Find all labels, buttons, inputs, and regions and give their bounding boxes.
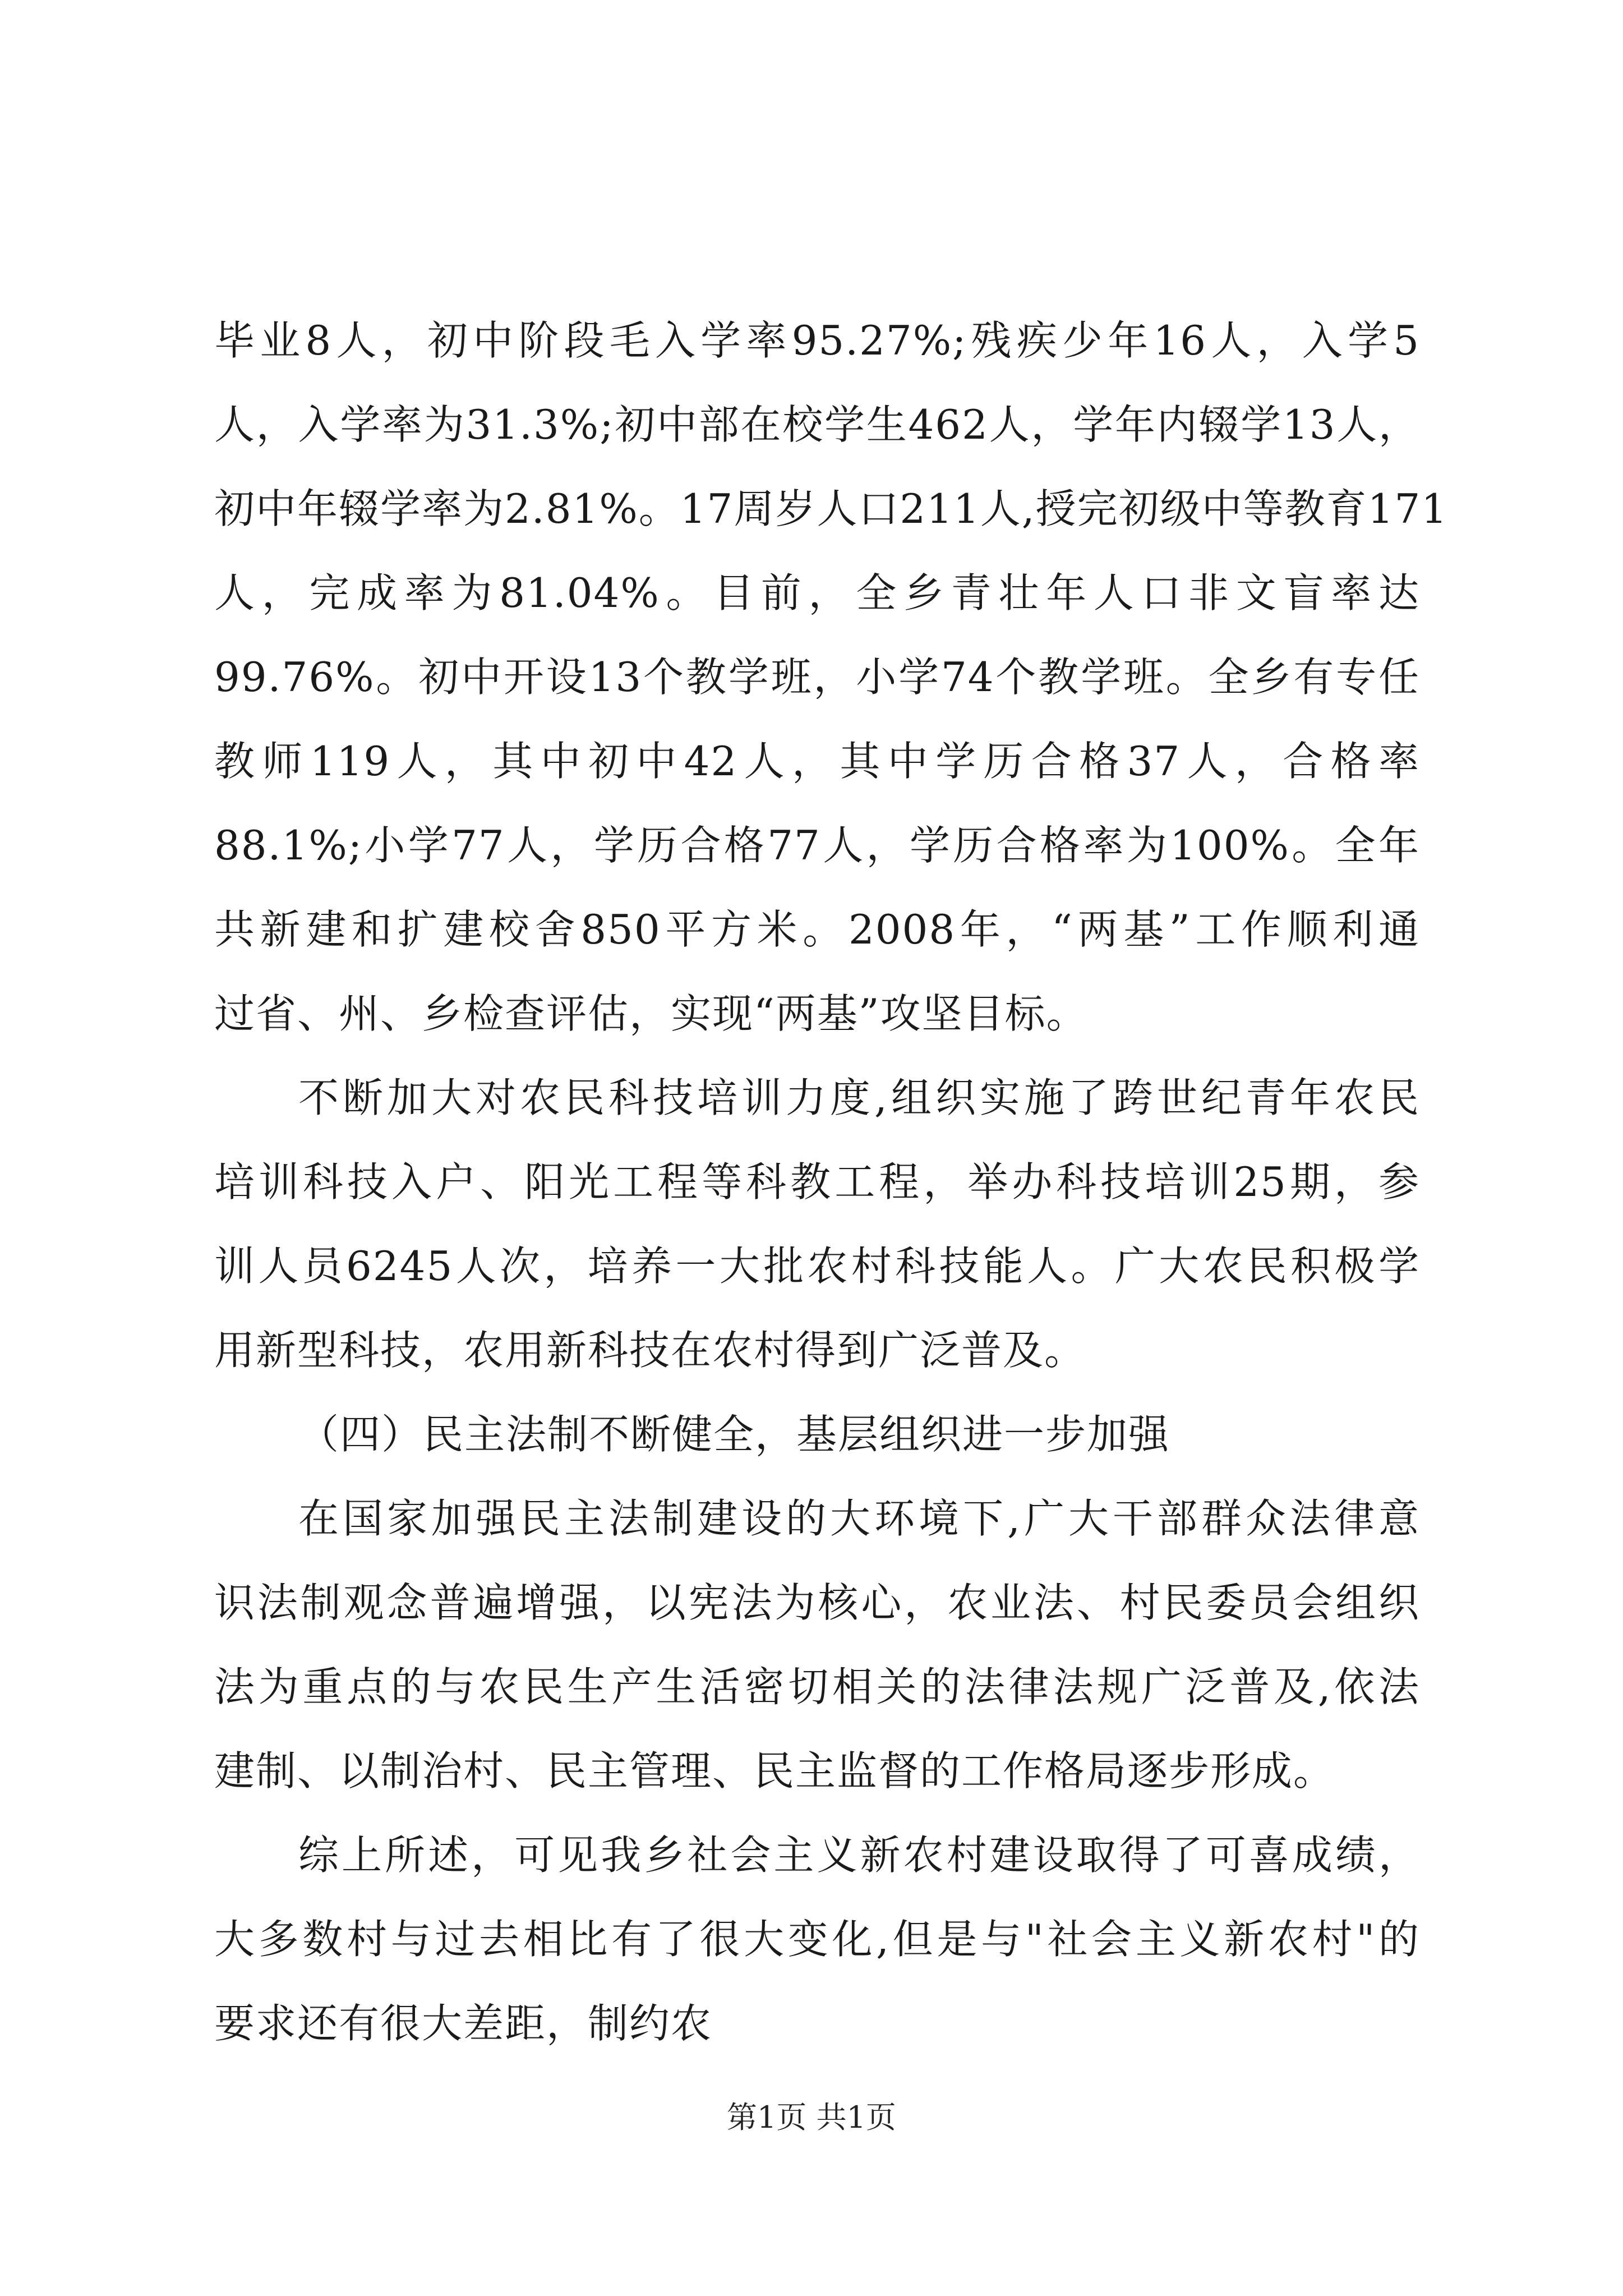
paragraph-line: 99.76%。初中开设13个教学班，小学74个教学班。全乡有专任 bbox=[214, 654, 1420, 701]
paragraph-line: 在国家加强民主法制建设的大环境下,广大干部群众法律意 bbox=[298, 1495, 1420, 1542]
paragraph-line: 要求还有很大差距，制约农 bbox=[214, 2000, 713, 2047]
paragraph-line: 用新型科技，农用新科技在农村得到广泛普及。 bbox=[214, 1327, 1086, 1374]
paragraph-line: 人，完成率为81.04%。目前，全乡青壮年人口非文盲率达 bbox=[214, 569, 1420, 616]
paragraph-line: 过省、州、乡检查评估，实现“两基”攻坚目标。 bbox=[214, 990, 1088, 1037]
paragraph-line: 培训科技入户、阳光工程等科教工程，举办科技培训25期，参 bbox=[214, 1158, 1420, 1205]
paragraph-line: 训人员6245人次，培养一大批农村科技能人。广大农民积极学 bbox=[214, 1243, 1420, 1290]
paragraph-line: 人，入学率为31.3%;初中部在校学生462人，学年内辍学13人， bbox=[214, 401, 1420, 448]
paragraph-line: 教师119人，其中初中42人，其中学历合格37人，合格率 bbox=[214, 738, 1420, 785]
paragraph-line: 不断加大对农民科技培训力度,组织实施了跨世纪青年农民 bbox=[298, 1074, 1420, 1121]
page-number-footer: 第1页 共1页 bbox=[727, 2100, 896, 2135]
section-heading: （四）民主法制不断健全，基层组织进一步加强 bbox=[298, 1411, 1170, 1458]
paragraph-line: 法为重点的与农民生产生活密切相关的法律法规广泛普及,依法 bbox=[214, 1663, 1420, 1710]
paragraph-line: 综上所述，可见我乡社会主义新农村建设取得了可喜成绩， bbox=[298, 1832, 1420, 1879]
paragraph-line: 初中年辍学率为2.81%。17周岁人口211人,授完初级中等教育171 bbox=[214, 485, 1449, 532]
paragraph-line: 大多数村与过去相比有了很大变化,但是与"社会主义新农村"的 bbox=[214, 1916, 1420, 1963]
paragraph-line: 共新建和扩建校舍850平方米。2008年，“两基”工作顺利通 bbox=[214, 906, 1420, 953]
paragraph-line: 毕业8人，初中阶段毛入学率95.27%;残疾少年16人，入学5 bbox=[214, 317, 1420, 364]
paragraph-line: 88.1%;小学77人，学历合格77人，学历合格率为100%。全年 bbox=[214, 822, 1420, 869]
paragraph-line: 识法制观念普遍增强，以宪法为核心，农业法、村民委员会组织 bbox=[214, 1579, 1420, 1626]
paragraph-line: 建制、以制治村、民主管理、民主监督的工作格局逐步形成。 bbox=[214, 1747, 1335, 1795]
